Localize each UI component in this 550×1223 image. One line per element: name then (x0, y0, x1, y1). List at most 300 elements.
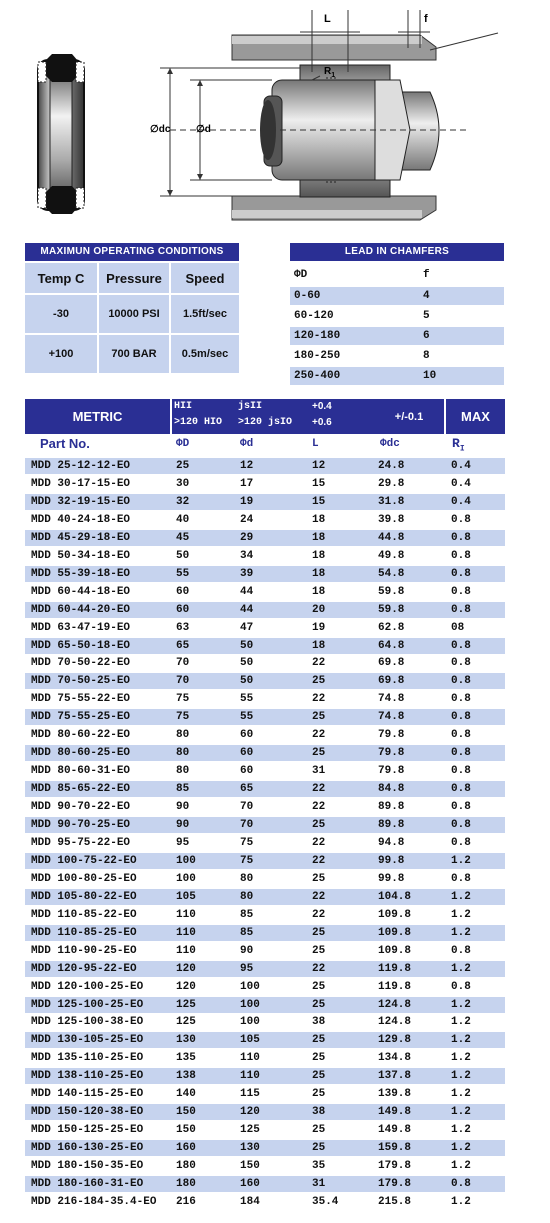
table-row (25, 1014, 505, 1030)
radius-r1: 0.4 (451, 495, 471, 508)
table-row (25, 979, 505, 995)
dc-value: 59.8 (378, 585, 405, 598)
rod-d: 70 (240, 819, 254, 831)
dc-value: 104.8 (378, 890, 412, 903)
radius-r1: 0.4 (451, 460, 471, 472)
dc-value: 119.8 (378, 962, 412, 975)
part-number: MDD 150-120-38-EO (31, 1106, 144, 1119)
part-number: MDD 120-95-22-EO (31, 962, 137, 975)
table-row (25, 1104, 505, 1120)
length-L: 22 (312, 693, 326, 706)
bore-D: 85 (176, 783, 190, 796)
rod-d: 50 (240, 639, 254, 652)
rod-d: 130 (240, 1142, 260, 1155)
bore-D: 75 (176, 693, 190, 706)
table-row (25, 620, 505, 636)
part-number: MDD 63-47-19-EO (31, 621, 131, 634)
radius-r1: 0.8 (451, 872, 471, 885)
radius-r1: 1.2 (451, 1034, 471, 1047)
length-L: 25 (312, 1070, 326, 1083)
dc-value: 79.8 (378, 729, 405, 742)
table-row (25, 871, 505, 887)
length-L: 22 (312, 890, 326, 903)
rod-d: 115 (240, 1088, 260, 1101)
dc-value: 31.8 (378, 495, 405, 508)
part-no-label: Part No. (40, 436, 90, 451)
length-L: 25 (312, 872, 326, 885)
part-number: MDD 125-100-25-EO (31, 998, 144, 1011)
dc-value: 79.8 (378, 747, 405, 760)
table-row (25, 584, 505, 600)
length-L: 25 (312, 1088, 326, 1101)
length-L: 18 (312, 567, 326, 580)
rod-d: 17 (240, 477, 254, 490)
table-row (25, 727, 505, 743)
rod-d: 44 (240, 603, 254, 616)
rod-d: 60 (240, 747, 254, 760)
length-L: 20 (312, 603, 326, 616)
table-row (25, 943, 505, 959)
dc-value: 134.8 (378, 1052, 412, 1065)
bore-D: 60 (176, 585, 190, 598)
part-number: MDD 80-60-31-EO (31, 765, 131, 778)
col-metric-header: METRIC (25, 399, 170, 434)
radius-r1: 0.8 (451, 783, 471, 796)
rod-d: 110 (240, 1070, 260, 1083)
radius-r1: 1.2 (451, 1106, 471, 1119)
rod-d: 85 (240, 926, 254, 939)
dc-value: 84.8 (378, 783, 405, 796)
part-number: MDD 80-60-22-EO (31, 729, 131, 742)
length-L: 25 (312, 1124, 326, 1137)
table-row (25, 1194, 505, 1210)
radius-r1: 0.8 (451, 585, 471, 598)
part-number: MDD 100-80-25-EO (31, 872, 137, 885)
table-row (25, 709, 505, 725)
part-number: MDD 100-75-22-EO (31, 854, 137, 867)
part-number: MDD 138-110-25-EO (31, 1070, 144, 1083)
dc-value: 79.8 (378, 765, 405, 778)
dc-value: 179.8 (378, 1160, 412, 1173)
rod-d: 29 (240, 531, 254, 544)
table-row (25, 763, 505, 779)
chamfers-col-f: f (423, 269, 430, 281)
radius-r1: 0.8 (451, 765, 471, 778)
length-L: 22 (312, 801, 326, 814)
bore-D: 32 (176, 495, 190, 508)
bore-D: 25 (176, 460, 190, 472)
bore-D: 135 (176, 1052, 196, 1065)
table-row (25, 1086, 505, 1102)
rod-d: 60 (240, 729, 254, 742)
rod-d: 80 (240, 890, 254, 903)
bore-D: 90 (176, 819, 190, 831)
chamfer-diameter-range: 0-60 (294, 290, 321, 302)
bore-D: 160 (176, 1142, 196, 1155)
bore-D: 55 (176, 567, 190, 580)
pressure-bar: 700 BAR (99, 335, 169, 373)
table-row (25, 1158, 505, 1174)
rod-d: 75 (240, 854, 254, 867)
radius-r1: 1.2 (451, 962, 471, 975)
length-L: 35 (312, 1160, 326, 1173)
radius-r1: 1.2 (451, 998, 471, 1011)
radius-r1: 0.8 (451, 729, 471, 742)
table-row (25, 691, 505, 707)
radius-r1: 0.8 (451, 639, 471, 652)
bore-D: 105 (176, 890, 196, 903)
rod-d: 100 (240, 998, 260, 1011)
part-number: MDD 30-17-15-EO (31, 477, 131, 490)
part-number: MDD 120-100-25-EO (31, 980, 144, 993)
dc-value: 49.8 (378, 549, 405, 562)
table-row (25, 835, 505, 851)
dc-value: 69.8 (378, 675, 405, 688)
part-number: MDD 135-110-25-EO (31, 1052, 144, 1065)
table-row (25, 566, 505, 582)
part-number: MDD 75-55-22-EO (31, 693, 131, 706)
length-L: 15 (312, 495, 326, 508)
bore-D: 80 (176, 729, 190, 742)
dc-value: 29.8 (378, 477, 405, 490)
col-dc-tolerance-header: +/-0.1 (374, 399, 444, 434)
bore-D: 95 (176, 836, 190, 849)
dc-value: 124.8 (378, 1016, 412, 1029)
part-number: MDD 25-12-12-EO (31, 460, 131, 472)
operating-conditions-table (25, 243, 239, 373)
part-number: MDD 110-90-25-EO (31, 944, 137, 957)
bore-D: 70 (176, 657, 190, 670)
bore-D: 30 (176, 477, 190, 490)
dim-dc-label: ∅dc (150, 124, 171, 135)
part-number: MDD 40-24-18-EO (31, 513, 131, 526)
table-row (25, 925, 505, 941)
bore-D: 110 (176, 944, 196, 957)
dc-value: 99.8 (378, 872, 405, 885)
dc-value: 54.8 (378, 567, 405, 580)
bore-D: 75 (176, 711, 190, 724)
chamfer-row (290, 287, 504, 305)
sub-d: Φd (240, 438, 254, 450)
radius-r1: 0.8 (451, 567, 471, 580)
table-row (25, 781, 505, 797)
chamfer-row (290, 327, 504, 345)
chamfer-diameter-range: 120-180 (294, 330, 341, 342)
bore-D: 65 (176, 639, 190, 652)
length-L: 38 (312, 1106, 326, 1119)
bore-D: 45 (176, 531, 190, 544)
length-L: 25 (312, 980, 326, 993)
part-number: MDD 55-39-18-EO (31, 567, 131, 580)
rod-d: 95 (240, 962, 254, 975)
chamfers-header-row (290, 265, 504, 285)
sub-L: L (312, 438, 319, 450)
length-L: 22 (312, 962, 326, 975)
chamfer-f-value: 8 (423, 350, 430, 362)
dc-value: 149.8 (378, 1106, 412, 1119)
length-L: 38 (312, 1016, 326, 1029)
temp-max: +100 (25, 335, 97, 373)
table-row (25, 1122, 505, 1138)
part-number: MDD 70-50-25-EO (31, 675, 131, 688)
length-L: 25 (312, 675, 326, 688)
part-number: MDD 32-19-15-EO (31, 495, 131, 508)
radius-r1: 0.8 (451, 747, 471, 760)
radius-r1: 1.2 (451, 1016, 471, 1029)
bore-D: 60 (176, 603, 190, 616)
part-number: MDD 60-44-20-EO (31, 603, 131, 616)
rod-d: 12 (240, 460, 254, 472)
bore-D: 150 (176, 1106, 196, 1119)
length-L: 18 (312, 513, 326, 526)
radius-r1: 0.4 (451, 477, 471, 490)
table-row (25, 638, 505, 654)
bore-D: 110 (176, 908, 196, 921)
chamfer-row (290, 367, 504, 385)
part-number: MDD 160-130-25-EO (31, 1142, 144, 1155)
length-L: 22 (312, 854, 326, 867)
seal-ring-illustration (38, 54, 84, 214)
table-row (25, 494, 505, 510)
chamfer-row (290, 307, 504, 325)
lead-in-chamfers-table (290, 243, 504, 385)
rod-d: 75 (240, 836, 254, 849)
part-number: MDD 70-50-22-EO (31, 657, 131, 670)
dc-value: 109.8 (378, 926, 412, 939)
bore-D: 80 (176, 747, 190, 760)
radius-r1: 1.2 (451, 890, 471, 903)
part-number: MDD 110-85-22-EO (31, 908, 137, 921)
length-L: 25 (312, 1052, 326, 1065)
col-max-header: MAX (446, 399, 505, 434)
sub-D: ΦD (176, 438, 190, 450)
dc-value: 215.8 (378, 1195, 412, 1208)
rod-d: 110 (240, 1052, 260, 1065)
length-L: 18 (312, 585, 326, 598)
part-number: MDD 110-85-25-EO (31, 926, 137, 939)
part-number: MDD 180-160-31-EO (31, 1178, 144, 1190)
table-row (25, 1032, 505, 1048)
col-speed-header: Speed (171, 263, 239, 293)
rod-d: 19 (240, 495, 254, 508)
part-number: MDD 130-105-25-EO (31, 1034, 144, 1047)
rod-d: 50 (240, 657, 254, 670)
length-L: 25 (312, 998, 326, 1011)
table-row (25, 1068, 505, 1084)
bore-D: 100 (176, 872, 196, 885)
part-number: MDD 216-184-35.4-EO (31, 1195, 157, 1208)
col-d-tolerance-header: jsII >120 jsIO (236, 399, 308, 434)
length-L: 18 (312, 639, 326, 652)
table-row (25, 530, 505, 546)
bore-D: 138 (176, 1070, 196, 1083)
length-L: 22 (312, 908, 326, 921)
table-row (25, 817, 505, 833)
table-row (25, 853, 505, 869)
table-row (25, 602, 505, 618)
rod-d: 100 (240, 980, 260, 993)
seal-drawing (0, 0, 550, 235)
length-L: 18 (312, 549, 326, 562)
dc-value: 39.8 (378, 513, 405, 526)
dc-value: 109.8 (378, 908, 412, 921)
table-row (25, 961, 505, 977)
radius-r1: 1.2 (451, 1142, 471, 1155)
rod-d: 184 (240, 1195, 260, 1208)
length-L: 15 (312, 477, 326, 490)
radius-r1: 1.2 (451, 1070, 471, 1083)
dc-value: 64.8 (378, 639, 405, 652)
length-L: 19 (312, 621, 326, 634)
rod-d: 100 (240, 1016, 260, 1029)
chamfer-row (290, 347, 504, 365)
part-number: MDD 150-125-25-EO (31, 1124, 144, 1137)
table-row (25, 997, 505, 1013)
radius-r1: 0.8 (451, 711, 471, 724)
rod-d: 47 (240, 621, 254, 634)
bore-D: 216 (176, 1195, 196, 1208)
radius-r1: 08 (451, 621, 465, 634)
dc-value: 74.8 (378, 711, 405, 724)
col-pressure-header: Pressure (99, 263, 169, 293)
bore-D: 110 (176, 926, 196, 939)
radius-r1: 0.8 (451, 819, 471, 831)
dc-value: 124.8 (378, 998, 412, 1011)
bore-D: 70 (176, 675, 190, 688)
radius-r1: 0.8 (451, 801, 471, 814)
length-L: 31 (312, 1178, 326, 1190)
radius-r1: 0.8 (451, 603, 471, 616)
length-L: 25 (312, 819, 326, 831)
bore-D: 120 (176, 962, 196, 975)
chamfer-diameter-range: 180-250 (294, 350, 341, 362)
part-number: MDD 180-150-35-EO (31, 1160, 144, 1173)
radius-r1: 1.2 (451, 1052, 471, 1065)
table-row (25, 1050, 505, 1066)
part-number: MDD 65-50-18-EO (31, 639, 131, 652)
table-row (25, 458, 505, 474)
rod-d: 55 (240, 711, 254, 724)
radius-r1: 0.8 (451, 549, 471, 562)
col-D-tolerance-header: HII >120 HIO (172, 399, 236, 434)
table-row (25, 476, 505, 492)
length-L: 22 (312, 836, 326, 849)
length-L: 25 (312, 711, 326, 724)
bore-D: 63 (176, 621, 190, 634)
chamfer-f-value: 6 (423, 330, 430, 342)
radius-r1: 1.2 (451, 1160, 471, 1173)
part-number: MDD 85-65-22-EO (31, 783, 131, 796)
rod-d: 65 (240, 783, 254, 796)
speed-metric: 0.5m/sec (171, 335, 239, 373)
table-row (25, 512, 505, 528)
dc-value: 99.8 (378, 854, 405, 867)
length-L: 12 (312, 460, 326, 472)
rod-d: 85 (240, 908, 254, 921)
dc-value: 59.8 (378, 603, 405, 616)
dc-value: 69.8 (378, 657, 405, 670)
rod-d: 125 (240, 1124, 260, 1137)
length-L: 25 (312, 1034, 326, 1047)
length-L: 22 (312, 783, 326, 796)
radius-r1: 1.2 (451, 854, 471, 867)
table-row (25, 1140, 505, 1156)
chamfer-diameter-range: 250-400 (294, 370, 341, 382)
dc-value: 137.8 (378, 1070, 412, 1083)
part-number: MDD 90-70-25-EO (31, 819, 131, 831)
bore-D: 180 (176, 1178, 196, 1190)
length-L: 31 (312, 765, 326, 778)
dc-value: 62.8 (378, 621, 405, 634)
dc-value: 89.8 (378, 801, 405, 814)
chamfer-diameter-range: 60-120 (294, 310, 334, 322)
part-number: MDD 125-100-38-EO (31, 1016, 144, 1029)
radius-r1: 0.8 (451, 1178, 471, 1190)
rod-d: 44 (240, 585, 254, 598)
rod-d: 39 (240, 567, 254, 580)
table-row (25, 745, 505, 761)
dim-d-label: ∅d (196, 124, 211, 135)
rod-d: 160 (240, 1178, 260, 1190)
radius-r1: 0.8 (451, 693, 471, 706)
dc-value: 24.8 (378, 460, 405, 472)
radius-r1: 1.2 (451, 1124, 471, 1137)
dc-value: 149.8 (378, 1124, 412, 1137)
part-number: MDD 105-80-22-EO (31, 890, 137, 903)
rod-d: 150 (240, 1160, 260, 1173)
rod-d: 60 (240, 765, 254, 778)
table-row (25, 799, 505, 815)
speed-imperial: 1.5ft/sec (171, 295, 239, 333)
dc-value: 74.8 (378, 693, 405, 706)
radius-r1: 0.8 (451, 657, 471, 670)
radius-r1: 0.8 (451, 513, 471, 526)
pressure-psi: 10000 PSI (99, 295, 169, 333)
part-number: MDD 80-60-25-EO (31, 747, 131, 760)
operating-conditions-title: MAXIMUN OPERATING CONDITIONS (25, 243, 239, 261)
part-number: MDD 95-75-22-EO (31, 836, 131, 849)
length-L: 25 (312, 926, 326, 939)
dim-L-label: L (324, 13, 331, 25)
bore-D: 80 (176, 765, 190, 778)
rod-d: 55 (240, 693, 254, 706)
bore-D: 125 (176, 1016, 196, 1029)
bore-D: 40 (176, 513, 190, 526)
length-L: 18 (312, 531, 326, 544)
radius-r1: 1.2 (451, 1195, 471, 1208)
bore-D: 90 (176, 801, 190, 814)
length-L: 22 (312, 729, 326, 742)
radius-r1: 1.2 (451, 926, 471, 939)
rod-d: 50 (240, 675, 254, 688)
dc-value: 139.8 (378, 1088, 412, 1101)
sub-R: $R_I$ (452, 436, 465, 454)
rod-d: 90 (240, 944, 254, 957)
rod-d: 105 (240, 1034, 260, 1047)
dc-value: 159.8 (378, 1142, 412, 1155)
rod-d: 24 (240, 513, 254, 526)
bore-D: 150 (176, 1124, 196, 1137)
length-L: 25 (312, 747, 326, 760)
dc-value: 44.8 (378, 531, 405, 544)
bore-D: 125 (176, 998, 196, 1011)
chamfers-title: LEAD IN CHAMFERS (290, 243, 504, 261)
rod-d: 80 (240, 872, 254, 885)
col-L-tolerance-header: +0.4 +0.6 (308, 399, 376, 434)
bore-D: 140 (176, 1088, 196, 1101)
part-number: MDD 45-29-18-EO (31, 531, 131, 544)
dim-r1-label: $R_1$ (324, 66, 336, 79)
